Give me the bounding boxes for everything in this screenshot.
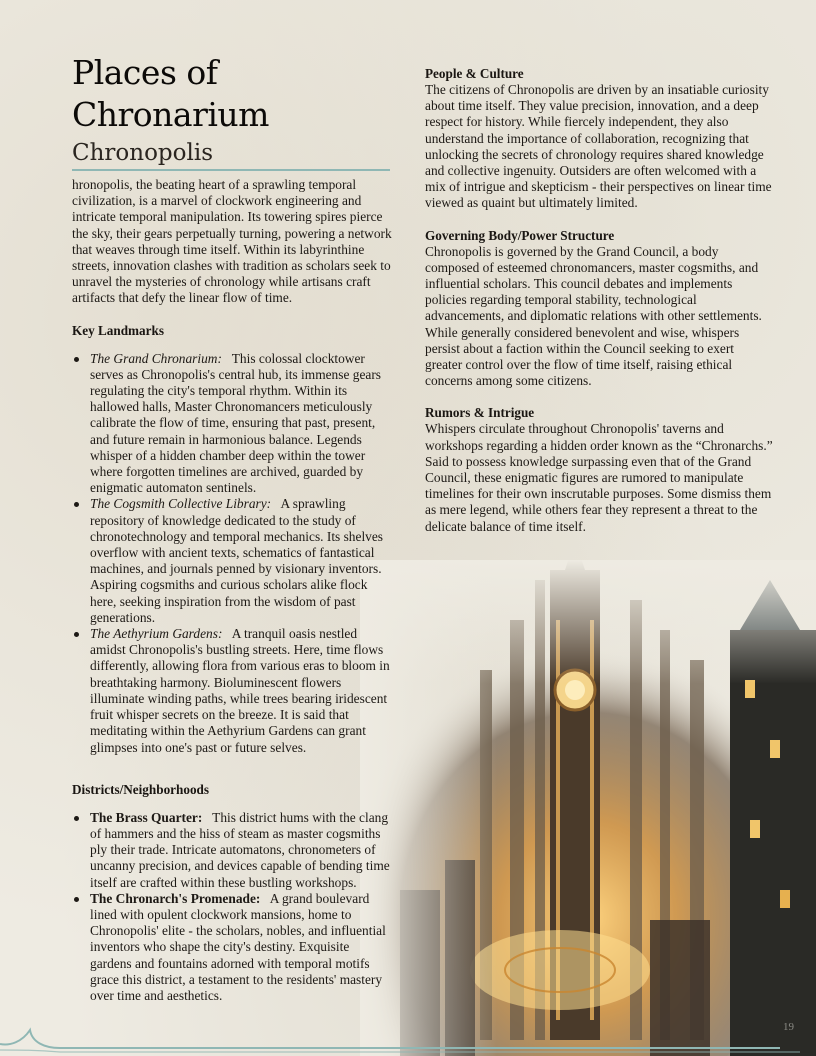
list-item: [90, 351, 392, 497]
section-subtitle: Chronopolis: [72, 140, 213, 166]
rumors-heading: Rumors & Intrigue: [425, 405, 535, 421]
governing-text: Chronopolis is governed by the Grand Council, a body composed of esteemed chronomancers, master cogsmiths, and influential scholars. This council debates and implements policies regarding temporal stability, technological advancements, and diplomatic relations with other settlements. While generally considered benevolent and wise, whispers persist about a faction within the Council seeking to exert greater control over the flow of time itself, raising ethical concerns among some citizens.: [425, 243, 762, 389]
key-landmarks-heading: Key Landmarks: [72, 322, 164, 338]
district-text: A grand boulevard lined with opulent clockwork mansions, home to Chronopolis' elite - the scholars, nobles, and influential inventors who shape the city's destiny. Exquisite gardens and fountains adorned with temporal motifs grace this district, a testament to the residents' mastery over time and aesthetics.: [90, 890, 386, 1003]
landmark-name: The Grand Chronarium:: [90, 350, 222, 366]
left-column: [72, 52, 392, 1004]
districts-list: [72, 810, 392, 1004]
landmark-text: A tranquil oasis nestled amidst Chronopolis's bustling streets. Here, time flows differently, allowing flora from various eras to bloom in breathtaking harmony. Bioluminescent flowers illuminate winding paths, while trees bearing iridescent fruit whisper secrets on the breeze. It is said that meditating within the Aethyrium Gardens can grant glimpses into one's past or future selves.: [90, 626, 390, 755]
governing-heading: Governing Body/Power Structure: [425, 227, 615, 243]
footer-flourish: [0, 1020, 816, 1056]
intro-paragraph: hronopolis, the beating heart of a sprawling temporal civilization, is a marvel of clockwork engineering and intricate temporal manipulation. Its towering spires pierce the sky, their gears perpetually turning, powering a network that weaves through time itself. Within its labyrinthine streets, innovation clashes with tradition as scholars seek to unravel the mysteries of chronology while artisans craft artifacts that defy the linear flow of time.: [72, 177, 392, 306]
right-column: [425, 66, 773, 535]
district-name: The Brass Quarter:: [90, 809, 203, 825]
page-title: Places of Chronarium: [72, 53, 269, 134]
people-culture-text: The citizens of Chronopolis are driven by an insatiable curiosity about time itself. They value precision, innovation, and a deep respect for history. While fiercely independent, they also understand the importance of collaboration, recognizing that unlocking the secrets of chronology requires shared knowledge and collective ingenuity. Outsiders are often welcomed with a mix of intrigue and skepticism - their perspectives on linear time viewed as quaint but ultimately limited.: [425, 82, 772, 211]
page-number: 19: [783, 1021, 794, 1033]
subtitle-rule: [72, 169, 390, 171]
list-item: [90, 496, 392, 626]
rumors-text: Whispers circulate throughout Chronopolis' taverns and workshops regarding a hidden order known as the “Chronarchs.” Said to possess knowledge surpassing even that of the Grand Council, these enigmatic figures are rumored to manipulate timelines for their own inscrutable purposes. Some dismiss them as mere legend, while others fear they represent a threat to the delicate balance of time itself.: [425, 421, 773, 534]
landmark-name: The Aethyrium Gardens:: [90, 626, 223, 642]
landmark-text: This colossal clocktower serves as Chronopolis's central hub, its immense gears regulating the city's temporal rhythm. Within its hallowed halls, Master Chronomancers meticulously calibrate the flow of time, ensuring that past, present, and future remain in harmonious balance. Legends whisper of a hidden chamber deep within the tower where forgotten timelines are archived, guarded by enigmatic automaton sentinels.: [90, 350, 381, 496]
people-culture-heading: People & Culture: [425, 66, 524, 81]
districts-heading: Districts/Neighborhoods: [72, 781, 210, 797]
district-name: The Chronarch's Promenade:: [90, 890, 261, 906]
list-item: [90, 626, 392, 756]
district-text: This district hums with the clang of hammers and the hiss of steam as master cogsmiths ply their trade. Intricate automatons, chronometers of uncanny precision, and devices capable of bending time itself are crafted within these bustling workshops.: [90, 809, 390, 890]
landmarks-list: [72, 351, 392, 756]
landmark-name: The Cogsmith Collective Library:: [90, 496, 272, 512]
clockwork-city-illustration: [360, 560, 816, 1056]
list-item: [90, 891, 392, 1004]
landmark-text: A sprawling repository of knowledge dedicated to the study of chronotechnology and temporal mechanics. Its shelves overflow with ancient texts, schematics of fantastical machines, and journals penned by visionary inventors. Aspiring cogsmiths and curious scholars alike flock here, seeking inspiration from the wisdom of past generations.: [90, 496, 384, 625]
list-item: [90, 810, 392, 891]
